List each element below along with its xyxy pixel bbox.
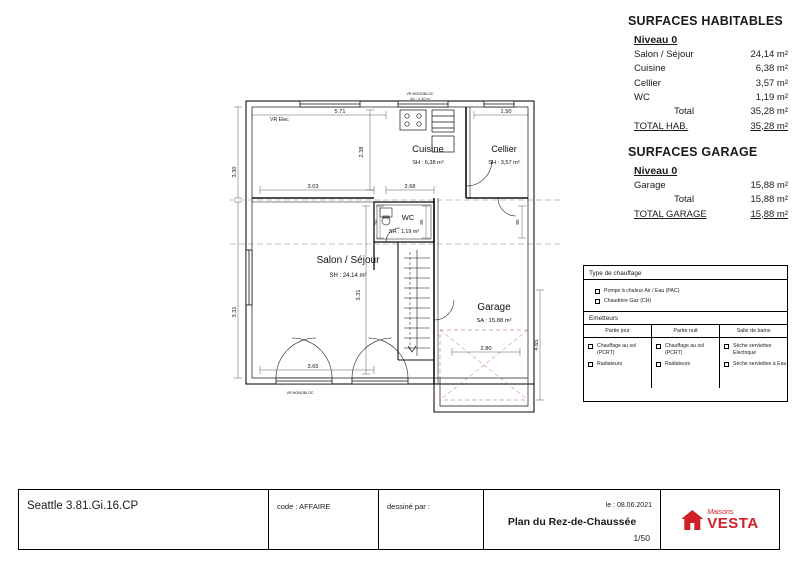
surface-grand-total-row <box>634 209 788 222</box>
checkbox-icon[interactable] <box>588 344 593 349</box>
label-vr-monobloc-top: VR MONOBLOC <box>406 92 434 96</box>
emitters-column-header: Partie jour <box>584 325 651 338</box>
surface-value: 15,88 m² <box>750 179 788 191</box>
emitter-label: Sèche serviettes à Eau <box>733 361 787 367</box>
title-block-project-cell <box>19 490 269 549</box>
emitter-option[interactable] <box>588 361 651 368</box>
surface-row <box>634 63 788 76</box>
surface-row <box>634 49 788 62</box>
surface-value: 3,57 m² <box>755 77 788 89</box>
room-area-cuisine: SH : 6,38 m² <box>412 160 444 166</box>
label-vr-monobloc-bottom: VR MONOBLOC <box>286 391 314 395</box>
dim-top-2: 1.50 <box>500 109 512 115</box>
surfaces-habitables-level: Niveau 0 <box>634 34 678 46</box>
room-label-salon: Salon / Séjour <box>316 255 380 266</box>
surface-row <box>634 180 788 193</box>
logo-line-2: VESTA <box>707 514 759 532</box>
surfaces-panel <box>628 14 788 223</box>
emitters-column-day <box>584 325 652 388</box>
dim-top-1: 5.71 <box>334 109 346 115</box>
surface-total-value: 15,88 m² <box>750 194 788 206</box>
emitters-column-header: Partie nuit <box>652 325 719 338</box>
emitters-column-header: Salle de bains <box>720 325 787 338</box>
room-area-cellier: SH : 3,57 m² <box>488 160 520 166</box>
title-block-code-cell <box>269 490 379 549</box>
label-window-tag: A1 : 1.10 m <box>410 97 430 101</box>
dim-mid-1: 2.68 <box>404 184 416 190</box>
room-area-salon: SH : 24,14 m² <box>329 273 367 279</box>
heating-option-pac[interactable] <box>595 288 782 294</box>
project-name: Seattle 3.81.Gi.16.CP <box>27 500 139 512</box>
surface-label: WC <box>634 91 650 103</box>
plan-title: Plan du Rez-de-Chaussée <box>507 516 637 528</box>
dim-inner-1: 3.03 <box>307 184 319 190</box>
title-block <box>18 489 780 550</box>
surface-total-value: 35,28 m² <box>750 106 788 118</box>
dim-left-1: 3.30 <box>232 166 238 178</box>
dim-inner-2: 3.65 <box>307 364 319 370</box>
emitter-option[interactable] <box>724 361 787 368</box>
surface-grand-total-value: 15,88 m² <box>750 208 788 220</box>
plan-date: le : 08.06.2021 <box>605 502 652 509</box>
checkbox-icon[interactable] <box>588 362 593 367</box>
emitter-option[interactable] <box>656 361 719 368</box>
emitter-label: Radiateurs <box>597 361 623 367</box>
checkbox-icon[interactable] <box>724 344 729 349</box>
surface-value: 1,19 m² <box>755 91 788 103</box>
dim-garage-1: 2.80 <box>480 346 492 352</box>
heating-title: Type de chauffage <box>584 266 787 280</box>
dim-right-2: 4.65 <box>534 339 540 351</box>
emitter-label: Sèche serviettes Electrique <box>733 343 772 356</box>
surface-value: 6,38 m² <box>755 63 788 75</box>
surface-row <box>634 92 788 105</box>
surface-grand-total-label: TOTAL GARAGE <box>634 208 707 220</box>
room-label-wc: WC <box>401 213 415 222</box>
title-block-logo-cell <box>661 490 779 549</box>
dim-vert-2: 3.31 <box>356 289 362 301</box>
surface-grand-total-value: 35,28 m² <box>750 120 788 132</box>
emitters-title: Emetteurs <box>584 311 787 325</box>
affair-code: code : AFFAIRE <box>277 502 331 511</box>
heating-option-label: Pompe à chaleur Air / Eau (PAC) <box>604 288 680 294</box>
checkbox-icon[interactable] <box>656 362 661 367</box>
room-label-garage: Garage <box>477 302 511 313</box>
room-label-cuisine: Cuisine <box>412 144 444 155</box>
emitter-label: Chauffage au sol (PCRT) <box>597 343 637 356</box>
emitters-column-bathroom <box>720 325 787 388</box>
room-area-garage: SA : 15,88 m² <box>476 318 512 324</box>
dim-mid-2: 92 <box>373 219 378 225</box>
dim-right-1: 80 <box>515 219 520 225</box>
label-vr-elec: VR Elec <box>270 117 289 123</box>
surface-grand-total-row <box>634 121 788 134</box>
heating-options-box <box>583 265 788 402</box>
room-area-wc: SH : 1,19 m² <box>388 229 420 235</box>
surface-label: Cellier <box>634 77 661 89</box>
surfaces-garage-title: SURFACES GARAGE <box>628 144 758 159</box>
emitter-label: Radiateurs <box>665 361 691 367</box>
logo-line-1: Maisons <box>707 508 734 516</box>
surface-total-row <box>634 106 788 119</box>
company-logo <box>681 509 758 531</box>
heating-option-gas[interactable] <box>595 298 782 304</box>
title-block-drawnby-cell <box>379 490 484 549</box>
house-icon <box>681 509 703 531</box>
title-block-plan-cell <box>484 490 661 549</box>
emitter-option[interactable] <box>588 343 651 356</box>
heating-option-label: Chaudière Gaz (CH) <box>604 298 652 304</box>
surfaces-garage-level: Niveau 0 <box>634 164 678 177</box>
dim-mid-3: 85 <box>419 219 424 225</box>
checkbox-icon[interactable] <box>724 362 729 367</box>
plan-scale: 1/50 <box>633 533 650 543</box>
dim-left-2: 3.31 <box>232 306 238 318</box>
drawn-by-label: dessiné par : <box>387 502 430 511</box>
checkbox-icon[interactable] <box>595 289 600 294</box>
surface-total-label: Total <box>674 106 695 118</box>
emitters-column-night <box>652 325 720 388</box>
surface-grand-total-label: TOTAL HAB. <box>634 120 689 132</box>
emitter-label: Chauffage au sol (PCRT) <box>665 343 705 356</box>
emitter-option[interactable] <box>724 343 787 356</box>
checkbox-icon[interactable] <box>656 344 661 349</box>
surface-total-label: Total <box>674 194 695 206</box>
room-label-cellier: Cellier <box>491 144 517 154</box>
dim-vert-1: 2.38 <box>359 146 365 158</box>
surface-label: Cuisine <box>634 63 666 75</box>
emitter-option[interactable] <box>656 343 719 356</box>
surface-label: Salon / Séjour <box>634 49 694 60</box>
surface-total-row <box>634 194 788 207</box>
surface-value: 24,14 m² <box>750 49 788 60</box>
surfaces-habitables-title: SURFACES HABITABLES <box>628 14 783 28</box>
surface-label: Garage <box>634 179 666 191</box>
checkbox-icon[interactable] <box>595 299 600 304</box>
surface-row <box>634 78 788 91</box>
